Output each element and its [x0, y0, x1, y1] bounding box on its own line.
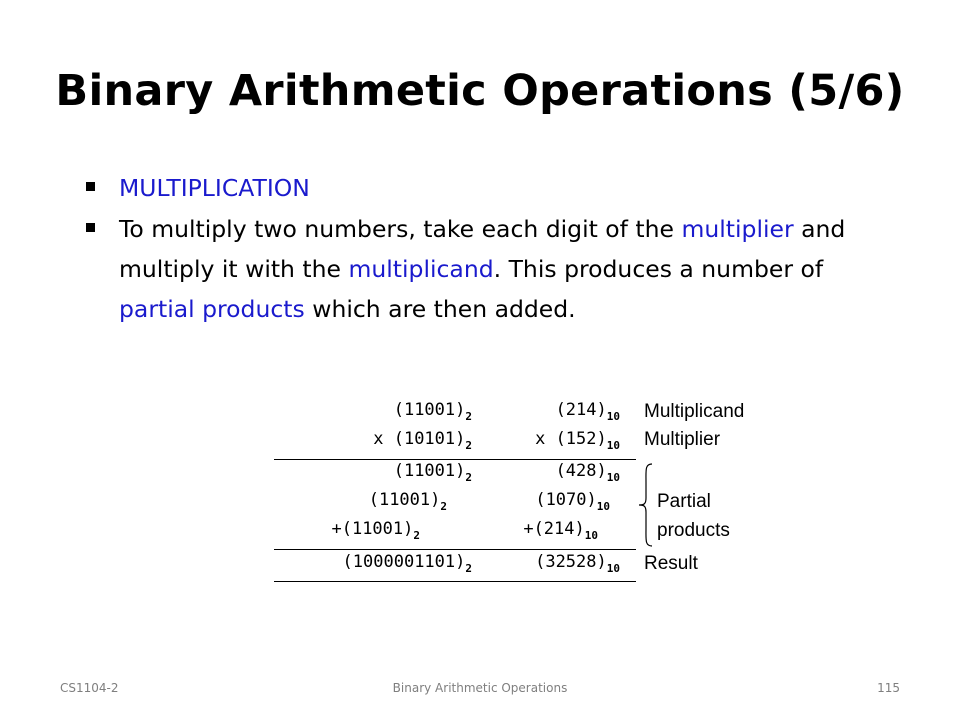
bullet-multiplication: MULTIPLICATION	[119, 174, 310, 202]
decimal-partial-1: $(428)_{10}$	[555, 461, 620, 484]
term-partial-products: partial products	[119, 295, 305, 323]
slide-title: Binary Arithmetic Operations (5/6)	[55, 66, 905, 116]
divider-line	[274, 459, 636, 460]
binary-multiplicand: $(11001)_2$	[393, 400, 472, 423]
label-multiplicand: Multiplicand	[644, 401, 745, 422]
footer-page-number: 115	[877, 681, 900, 695]
bullet-list	[86, 168, 886, 330]
footer-topic: Binary Arithmetic Operations	[392, 681, 568, 695]
decimal-result: $(32528)_{10}$	[535, 552, 620, 575]
bullet-text: and multiply it with the	[119, 215, 846, 283]
term-multiplier: multiplier	[681, 215, 794, 243]
square-bullet-icon	[86, 182, 95, 191]
bullet-item	[86, 168, 886, 208]
curly-brace-icon	[636, 462, 656, 548]
label-result: Result	[644, 553, 698, 574]
decimal-partial-2: $(1070)_{10}$	[535, 490, 610, 513]
square-bullet-icon	[86, 223, 95, 232]
label-multiplier: Multiplier	[644, 429, 721, 450]
bullet-text: . This produces a number of	[493, 255, 824, 283]
label-partial: Partial	[657, 491, 711, 512]
decimal-multiplier: x $(152)_{10}$	[535, 429, 620, 452]
footer-course: CS1104-2	[60, 681, 119, 695]
term-multiplicand: multiplicand	[348, 255, 494, 283]
binary-partial-2: $(11001)_2$	[368, 490, 447, 513]
binary-multiplier: x $(10101)_2$	[373, 429, 472, 452]
decimal-multiplicand: $(214)_{10}$	[555, 400, 620, 423]
binary-partial-3: $+(11001)_2$	[331, 519, 420, 542]
label-products: products	[657, 520, 730, 541]
divider-line	[274, 581, 636, 582]
binary-partial-1: $(11001)_2$	[393, 461, 472, 484]
bullet-text: To multiply two numbers, take each digit of the	[119, 215, 682, 243]
decimal-partial-3: $+(214)_{10}$	[523, 519, 598, 542]
bullet-item	[86, 209, 886, 329]
binary-result: $(1000001101)_2$	[342, 552, 472, 575]
bullet-text: which are then added.	[304, 295, 576, 323]
divider-line	[274, 549, 636, 550]
